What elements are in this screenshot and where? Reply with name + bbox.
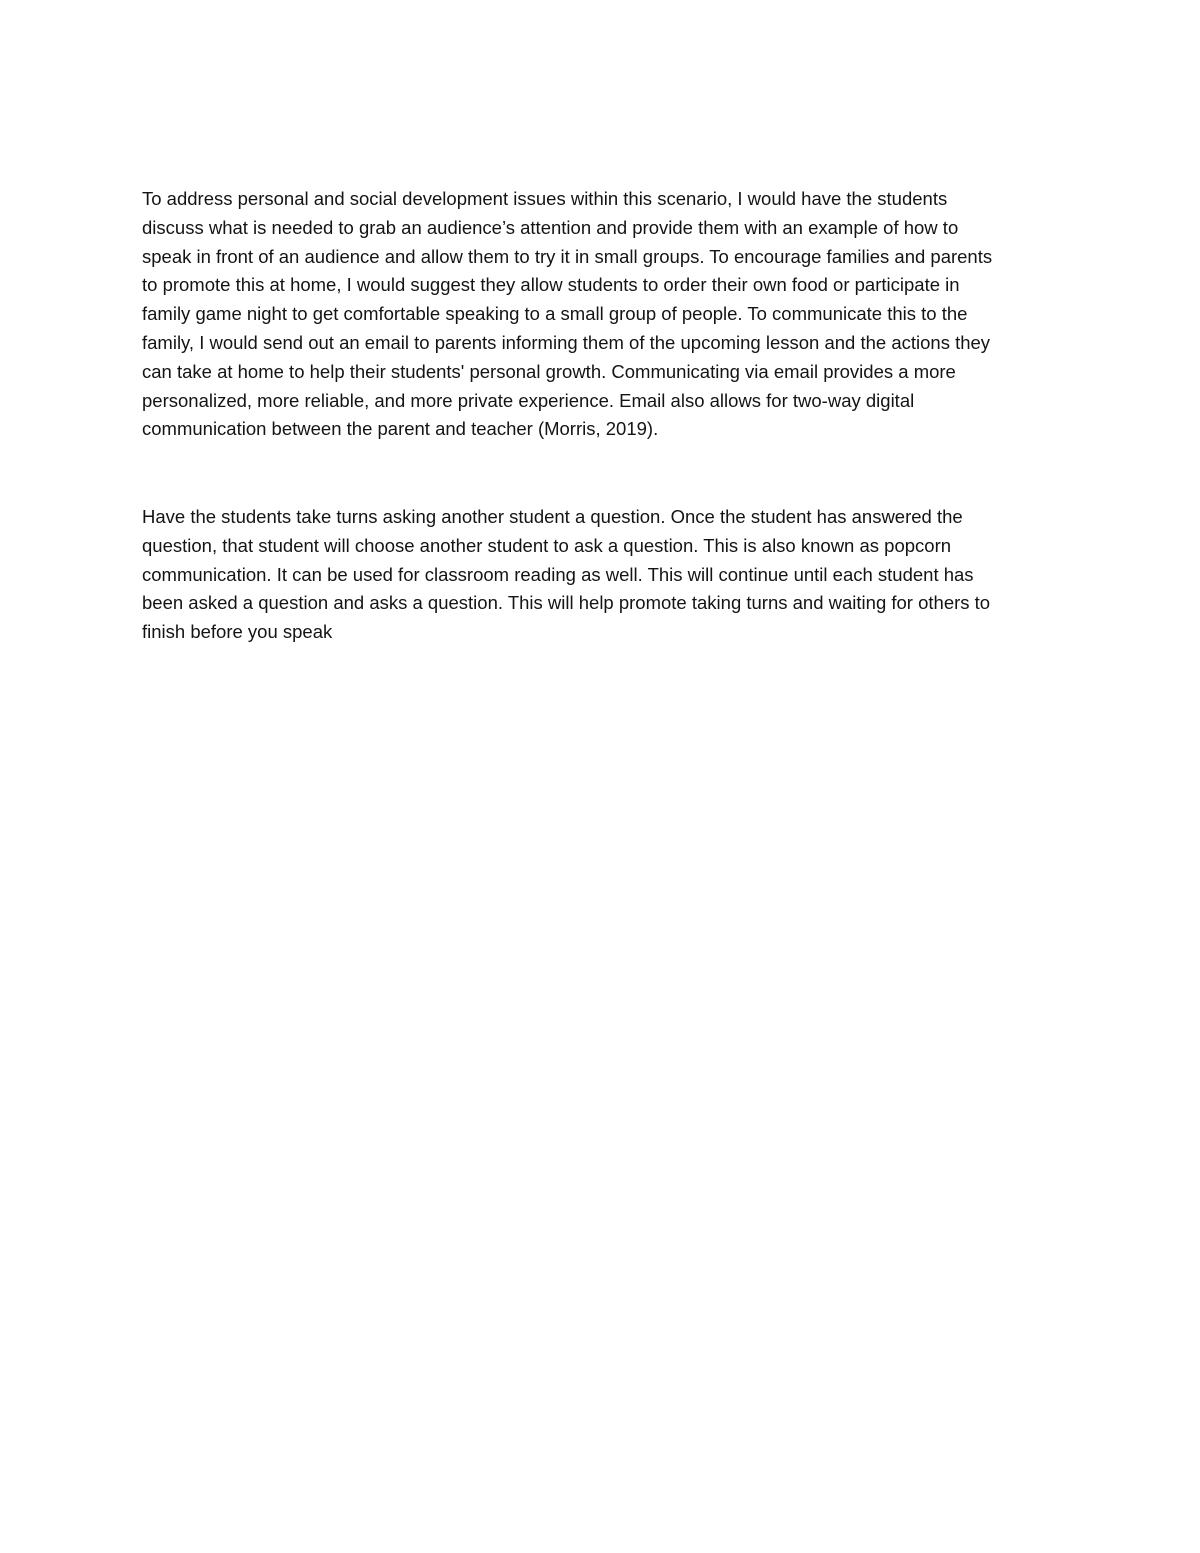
text-line: family game night to get comfortable speaking to a small group of people. To communicate this to the bbox=[142, 303, 968, 325]
text-line: been asked a question and asks a question. This will help promote taking turns and waiting for others to bbox=[142, 592, 991, 614]
text-line: speak in front of an audience and allow them to try it in small groups. To encourage families and parents bbox=[142, 245, 993, 267]
text-line: communication. It can be used for classroom reading as well. This will continue until each student has bbox=[142, 563, 974, 585]
text-line: to promote this at home, I would suggest they allow students to order their own food or participate in bbox=[142, 274, 960, 296]
text-line: To address personal and social development issues within this scenario, I would have the students bbox=[142, 188, 948, 209]
text-line: can take at home to help their students' personal growth. Communicating via email provides a more bbox=[142, 360, 956, 382]
text-line: finish before you speak bbox=[142, 621, 333, 643]
paragraph-popcorn-communication bbox=[142, 503, 1067, 647]
text-line: question, that student will choose another student to ask a question. This is also known as popcorn bbox=[142, 534, 952, 556]
text-line: personalized, more reliable, and more private experience. Email also allows for two-way digital bbox=[142, 389, 915, 411]
text-line: discuss what is needed to grab an audience’s attention and provide them with an example of how to bbox=[142, 216, 959, 238]
text-line: communication between the parent and teacher (Morris, 2019). bbox=[142, 418, 659, 440]
text-line: Have the students take turns asking another student a question. Once the student has answered the bbox=[142, 506, 963, 527]
paragraph-family-communication bbox=[142, 185, 1067, 444]
text-line: family, I would send out an email to parents informing them of the upcoming lesson and the actions they bbox=[142, 331, 991, 353]
